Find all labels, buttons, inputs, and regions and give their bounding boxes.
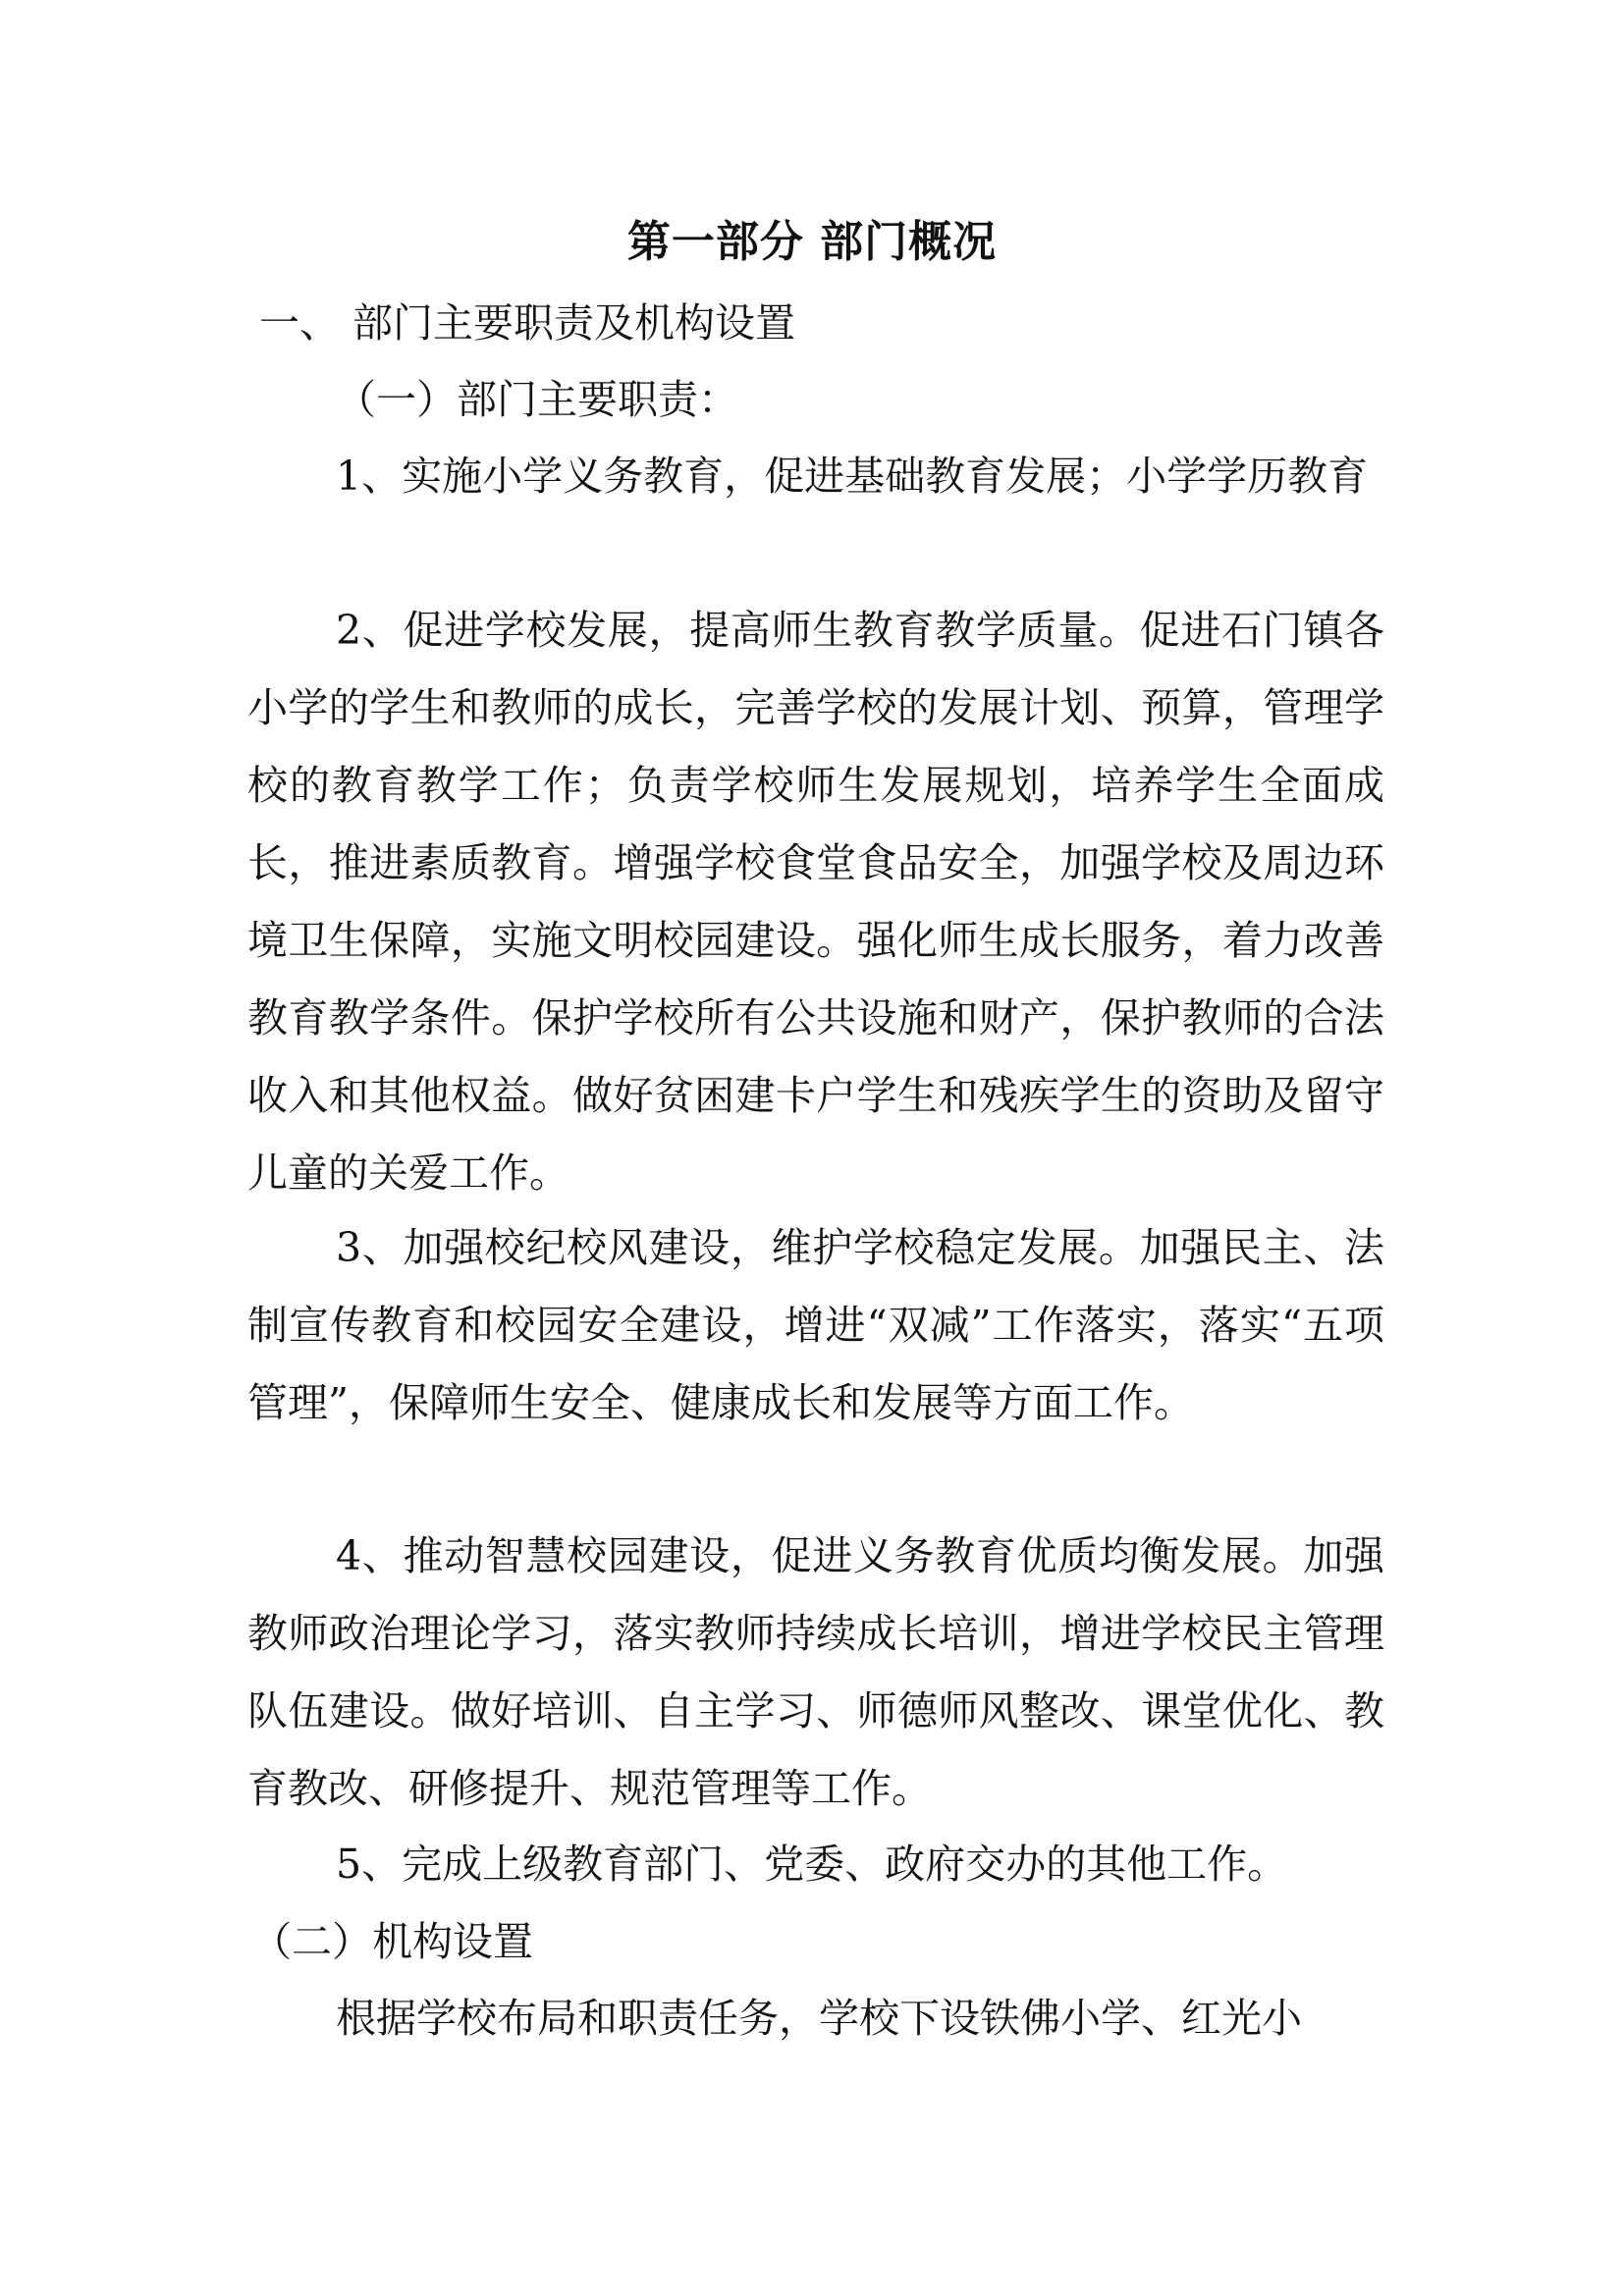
duty-item-2: 2、促进学校发展，提高师生教育教学质量。促进石门镇各小学的学生和教师的成长，完善学校的发展计划、预算，管理学校的教育教学工作；负责学校师生发展规划，培养学生全面成长，推进素质教育。增强学校食堂食品安全，加强学校及周边环境卫生保障，实施文明校园建设。强化师生成长服务，着力改善教育教学条件。保护学校所有公共设施和财产，保护教师的合法收入和其他权益。做好贫困建卡户学生和残疾学生的资助及留守儿童的关爱工作。: [247, 607, 1384, 1197]
duty-item-3: 3、加强校纪校风建设，维护学校稳定发展。加强民主、法制宣传教育和校园安全建设，增进“双减”工作落实，落实“五项管理”，保障师生安全、健康成长和发展等方面工作。: [247, 1224, 1384, 1426]
subsection-heading-1: （一）部门主要职责：: [336, 376, 738, 423]
duty-item-4: 4、推动智慧校园建设，促进义务教育优质均衡发展。加强教师政治理论学习，落实教师持续成长培训，增进学校民主管理队伍建设。做好培训、自主学习、师德师风整改、课堂优化、教育教改、研修提升、规范管理等工作。: [247, 1532, 1384, 1812]
page-title: 第一部分 部门概况: [626, 217, 998, 267]
duty-item-5: 5、完成上级教育部门、党委、政府交办的其他工作。: [336, 1841, 1288, 1888]
subsection-heading-2: （二）机构设置: [251, 1918, 533, 1965]
closing-paragraph: 根据学校布局和职责任务，学校下设铁佛小学、红光小: [336, 1995, 1302, 2042]
duty-item-1: 1、实施小学义务教育，促进基础教育发展；小学学历教育: [336, 453, 1369, 500]
section-heading-1: 一、 部门主要职责及机构设置: [259, 299, 796, 347]
